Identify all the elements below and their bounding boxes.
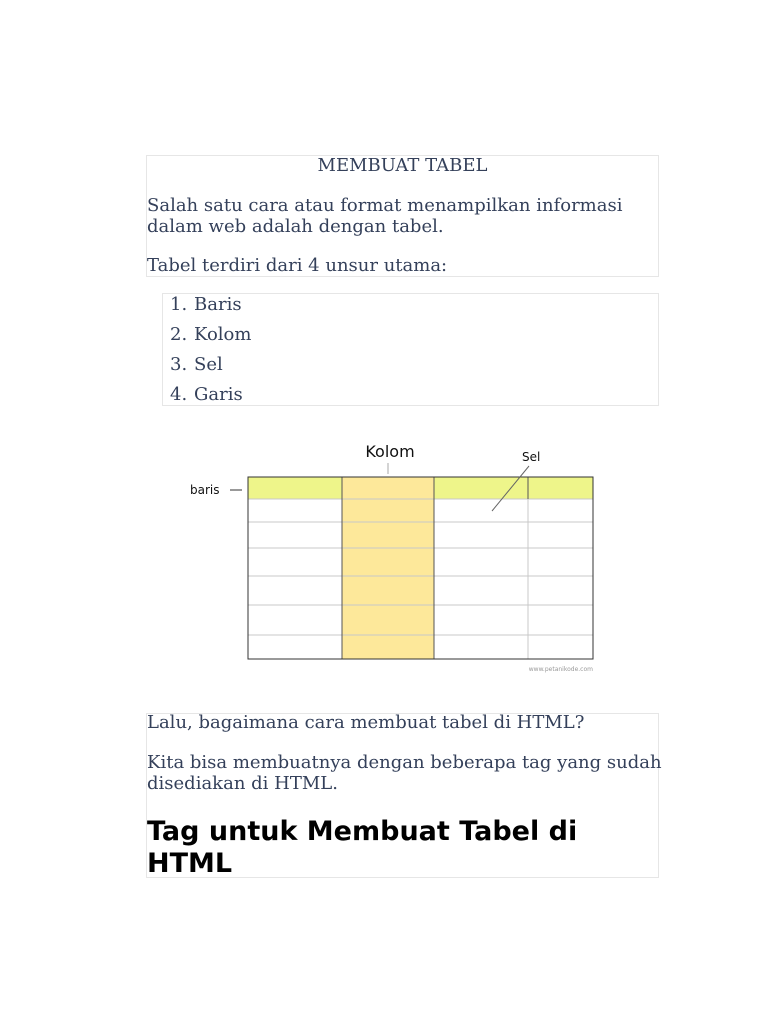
- section-2-block: [146, 712, 662, 879]
- question-paragraph: Lalu, bagaimana cara membuat tabel di HTML?: [147, 712, 585, 733]
- row-highlight: [434, 477, 593, 499]
- column-label: Kolom: [365, 442, 415, 461]
- row-highlight: [248, 477, 342, 499]
- elements-intro-paragraph: Tabel terdiri dari 4 unsur utama:: [147, 255, 448, 276]
- cell-label: Sel: [522, 450, 541, 464]
- watermark: www.petanikode.com: [528, 666, 593, 673]
- column-highlight: [342, 477, 434, 659]
- section-heading: Tag untuk Membuat Tabel di HTML: [147, 816, 578, 879]
- row-label: baris: [190, 483, 220, 497]
- list-item: 4. Garis: [170, 384, 243, 405]
- intro-paragraph: Salah satu cara atau format menampilkan informasi dalam web adalah dengan tabel.: [147, 195, 623, 237]
- answer-paragraph: Kita bisa membuatnya dengan beberapa tag yang sudah disediakan di HTML.: [147, 752, 662, 794]
- intro-block: [146, 155, 659, 277]
- list-item: 2. Kolom: [170, 324, 252, 345]
- elements-list: [170, 294, 251, 414]
- list-item: 1. Baris: [170, 294, 242, 315]
- elements-list-block: [162, 293, 659, 406]
- table-anatomy-diagram: [185, 436, 600, 678]
- page-title: MEMBUAT TABEL: [317, 155, 488, 176]
- list-item: 3. Sel: [170, 354, 223, 375]
